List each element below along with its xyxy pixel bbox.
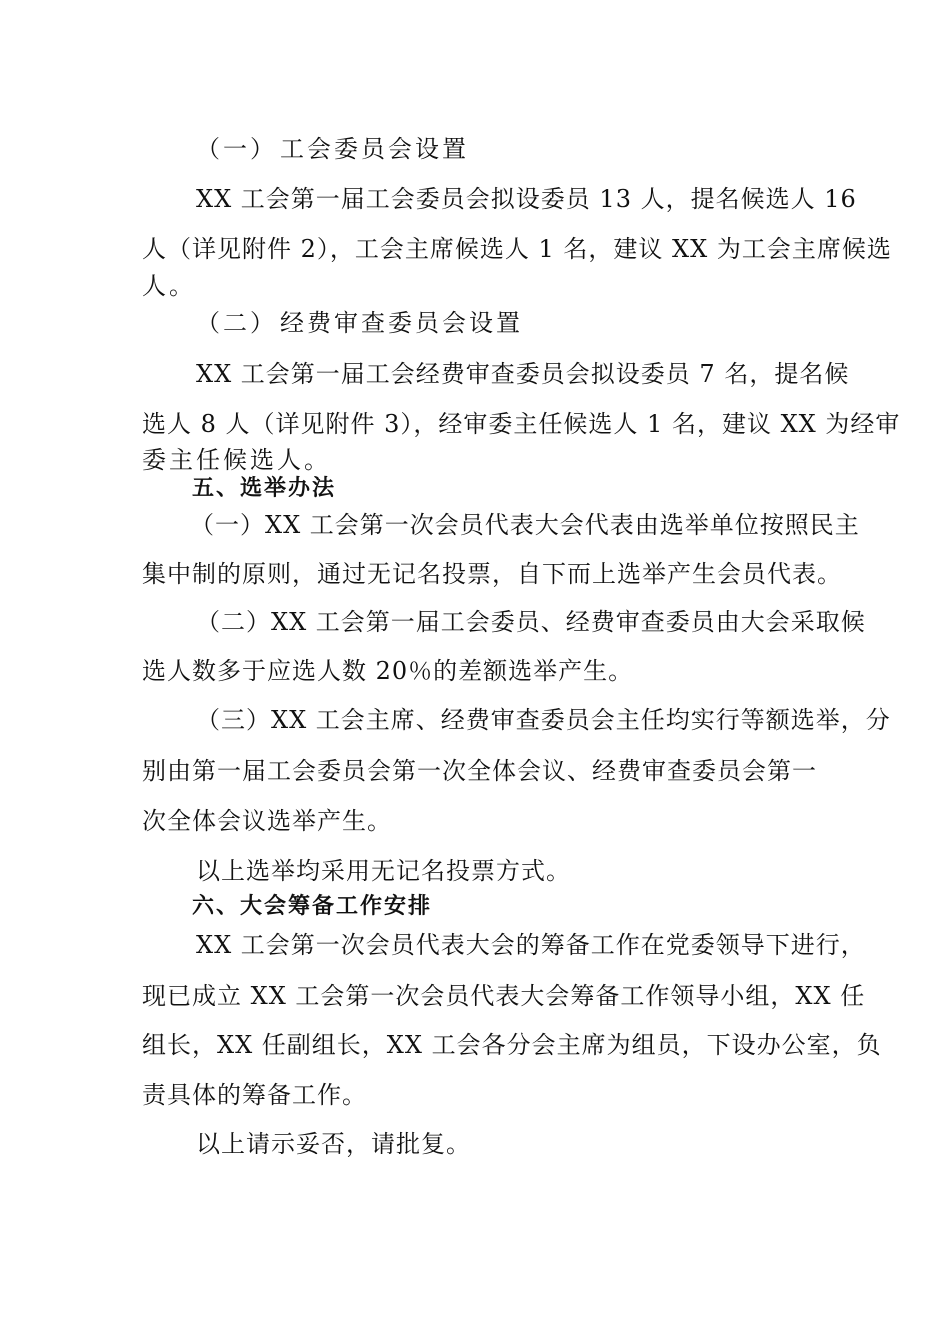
paragraph-line: （一）XX 工会第一次会员代表大会代表由选举单位按照民主 [190, 511, 860, 539]
subsection-title: 工会委员会设置 [280, 135, 469, 163]
paragraph-line: 现已成立 XX 工会第一次会员代表大会筹备工作领导小组，XX 任 [142, 982, 866, 1010]
paragraph-line: 人。 [142, 272, 196, 300]
paragraph-line: 责具体的筹备工作。 [142, 1081, 367, 1109]
paragraph-line: 以上选举均采用无记名投票方式。 [196, 857, 571, 885]
section-heading: 五、选举办法 [192, 476, 337, 501]
paragraph-line: 人（详见附件 2），工会主席候选人 1 名，建议 XX 为工会主席候选 [142, 235, 892, 263]
subsection-title: 经费审查委员会设置 [280, 309, 523, 337]
section-heading: 六、大会筹备工作安排 [192, 894, 433, 919]
paragraph-line: 选人 8 人（详见附件 3），经审委主任候选人 1 名，建议 XX 为经审 [142, 410, 901, 438]
paragraph-line: XX 工会第一届工会经费审查委员会拟设委员 7 名，提名候 [196, 360, 850, 388]
paragraph-line: （二）XX 工会第一届工会委员、经费审查委员由大会采取候 [196, 608, 866, 636]
subsection-number: （一） [196, 135, 277, 163]
paragraph-line: XX 工会第一届工会委员会拟设委员 13 人，提名候选人 16 [196, 185, 857, 213]
closing-line: 以上请示妥否，请批复。 [196, 1130, 471, 1158]
paragraph-line: 集中制的原则，通过无记名投票，自下而上选举产生会员代表。 [142, 560, 842, 588]
paragraph-line: 委主任候选人。 [142, 446, 331, 474]
subsection-number: （二） [196, 309, 277, 337]
paragraph-line: 组长，XX 任副组长，XX 工会各分会主席为组员，下设办公室，负 [142, 1031, 882, 1059]
paragraph-line: 别由第一届工会委员会第一次全体会议、经费审查委员会第一 [142, 757, 817, 785]
paragraph-line: XX 工会第一次会员代表大会的筹备工作在党委领导下进行， [196, 931, 866, 959]
paragraph-line: （三）XX 工会主席、经费审查委员会主任均实行等额选举，分 [196, 706, 891, 734]
paragraph-line: 次全体会议选举产生。 [142, 807, 392, 835]
paragraph-line: 选人数多于应选人数 20％的差额选举产生。 [142, 657, 634, 685]
